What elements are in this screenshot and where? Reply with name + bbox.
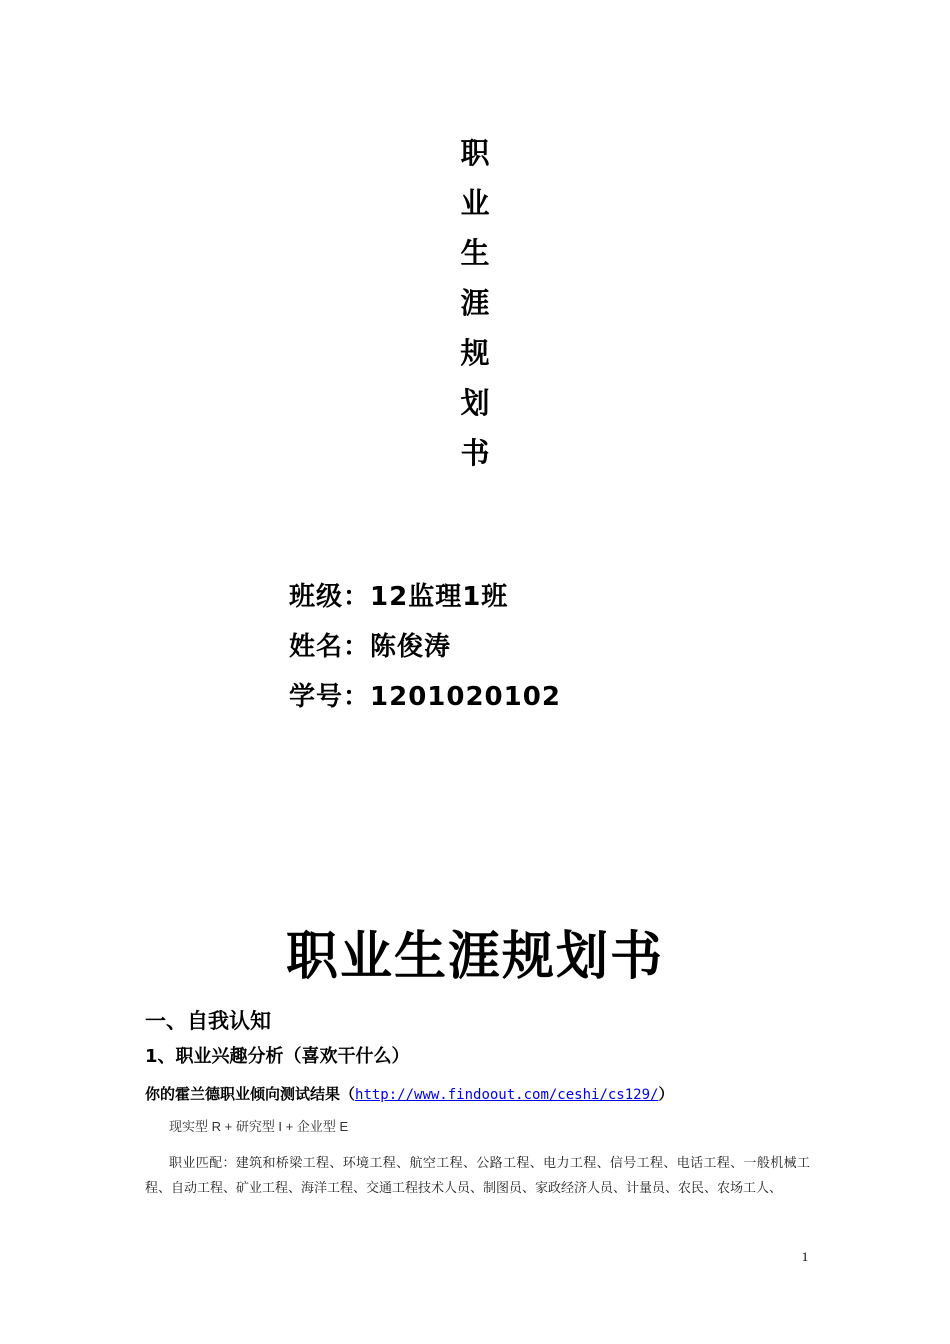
document-main-title: 职业生涯规划书 [285, 927, 664, 987]
class-value: 12监理1班 [370, 582, 509, 612]
student-id-line [289, 672, 561, 722]
cover-title-char: 职 [460, 136, 490, 170]
cover-vertical-title [450, 128, 500, 478]
cover-title-char: 书 [460, 436, 490, 470]
class-label: 班级： [289, 582, 371, 612]
career-match-paragraph: 职业匹配：建筑和桥梁工程、环境工程、航空工程、公路工程、电力工程、信号工程、电话工程、一般机械工程、自动工程、矿业工程、海洋工程、交通工程技术人员、制图员、家政经济人员、计量员、农民、农场工人、 [145, 1155, 810, 1195]
page-number: 1 [801, 1249, 809, 1264]
section-heading-self-awareness: 一、自我认知 [145, 1009, 271, 1033]
test-result-prefix: 你的霍兰德职业倾向测试结果（ [145, 1085, 356, 1103]
name-label: 姓名： [289, 632, 371, 662]
student-id-value: 1201020102 [370, 682, 561, 712]
student-id-label: 学号： [289, 682, 371, 712]
cover-title-char: 规 [460, 336, 490, 370]
cover-info-block [289, 572, 561, 722]
test-result-suffix: ） [658, 1085, 674, 1103]
class-line [289, 572, 561, 622]
cover-title-char: 涯 [460, 286, 490, 320]
cover-title-char: 生 [460, 236, 490, 270]
cover-title-char: 业 [460, 186, 490, 220]
cover-title-char: 划 [460, 386, 490, 420]
holland-types-paragraph: 现实型 R + 研究型 I + 企业型 E [169, 1119, 349, 1134]
subsection-heading-career-interest: 1、职业兴趣分析（喜欢干什么） [145, 1046, 410, 1067]
test-result-link[interactable]: http://www.findoout.com/ceshi/cs129/ [355, 1087, 659, 1103]
test-result-line [145, 1080, 673, 1109]
name-value: 陈俊涛 [370, 632, 452, 662]
name-line [289, 622, 561, 672]
